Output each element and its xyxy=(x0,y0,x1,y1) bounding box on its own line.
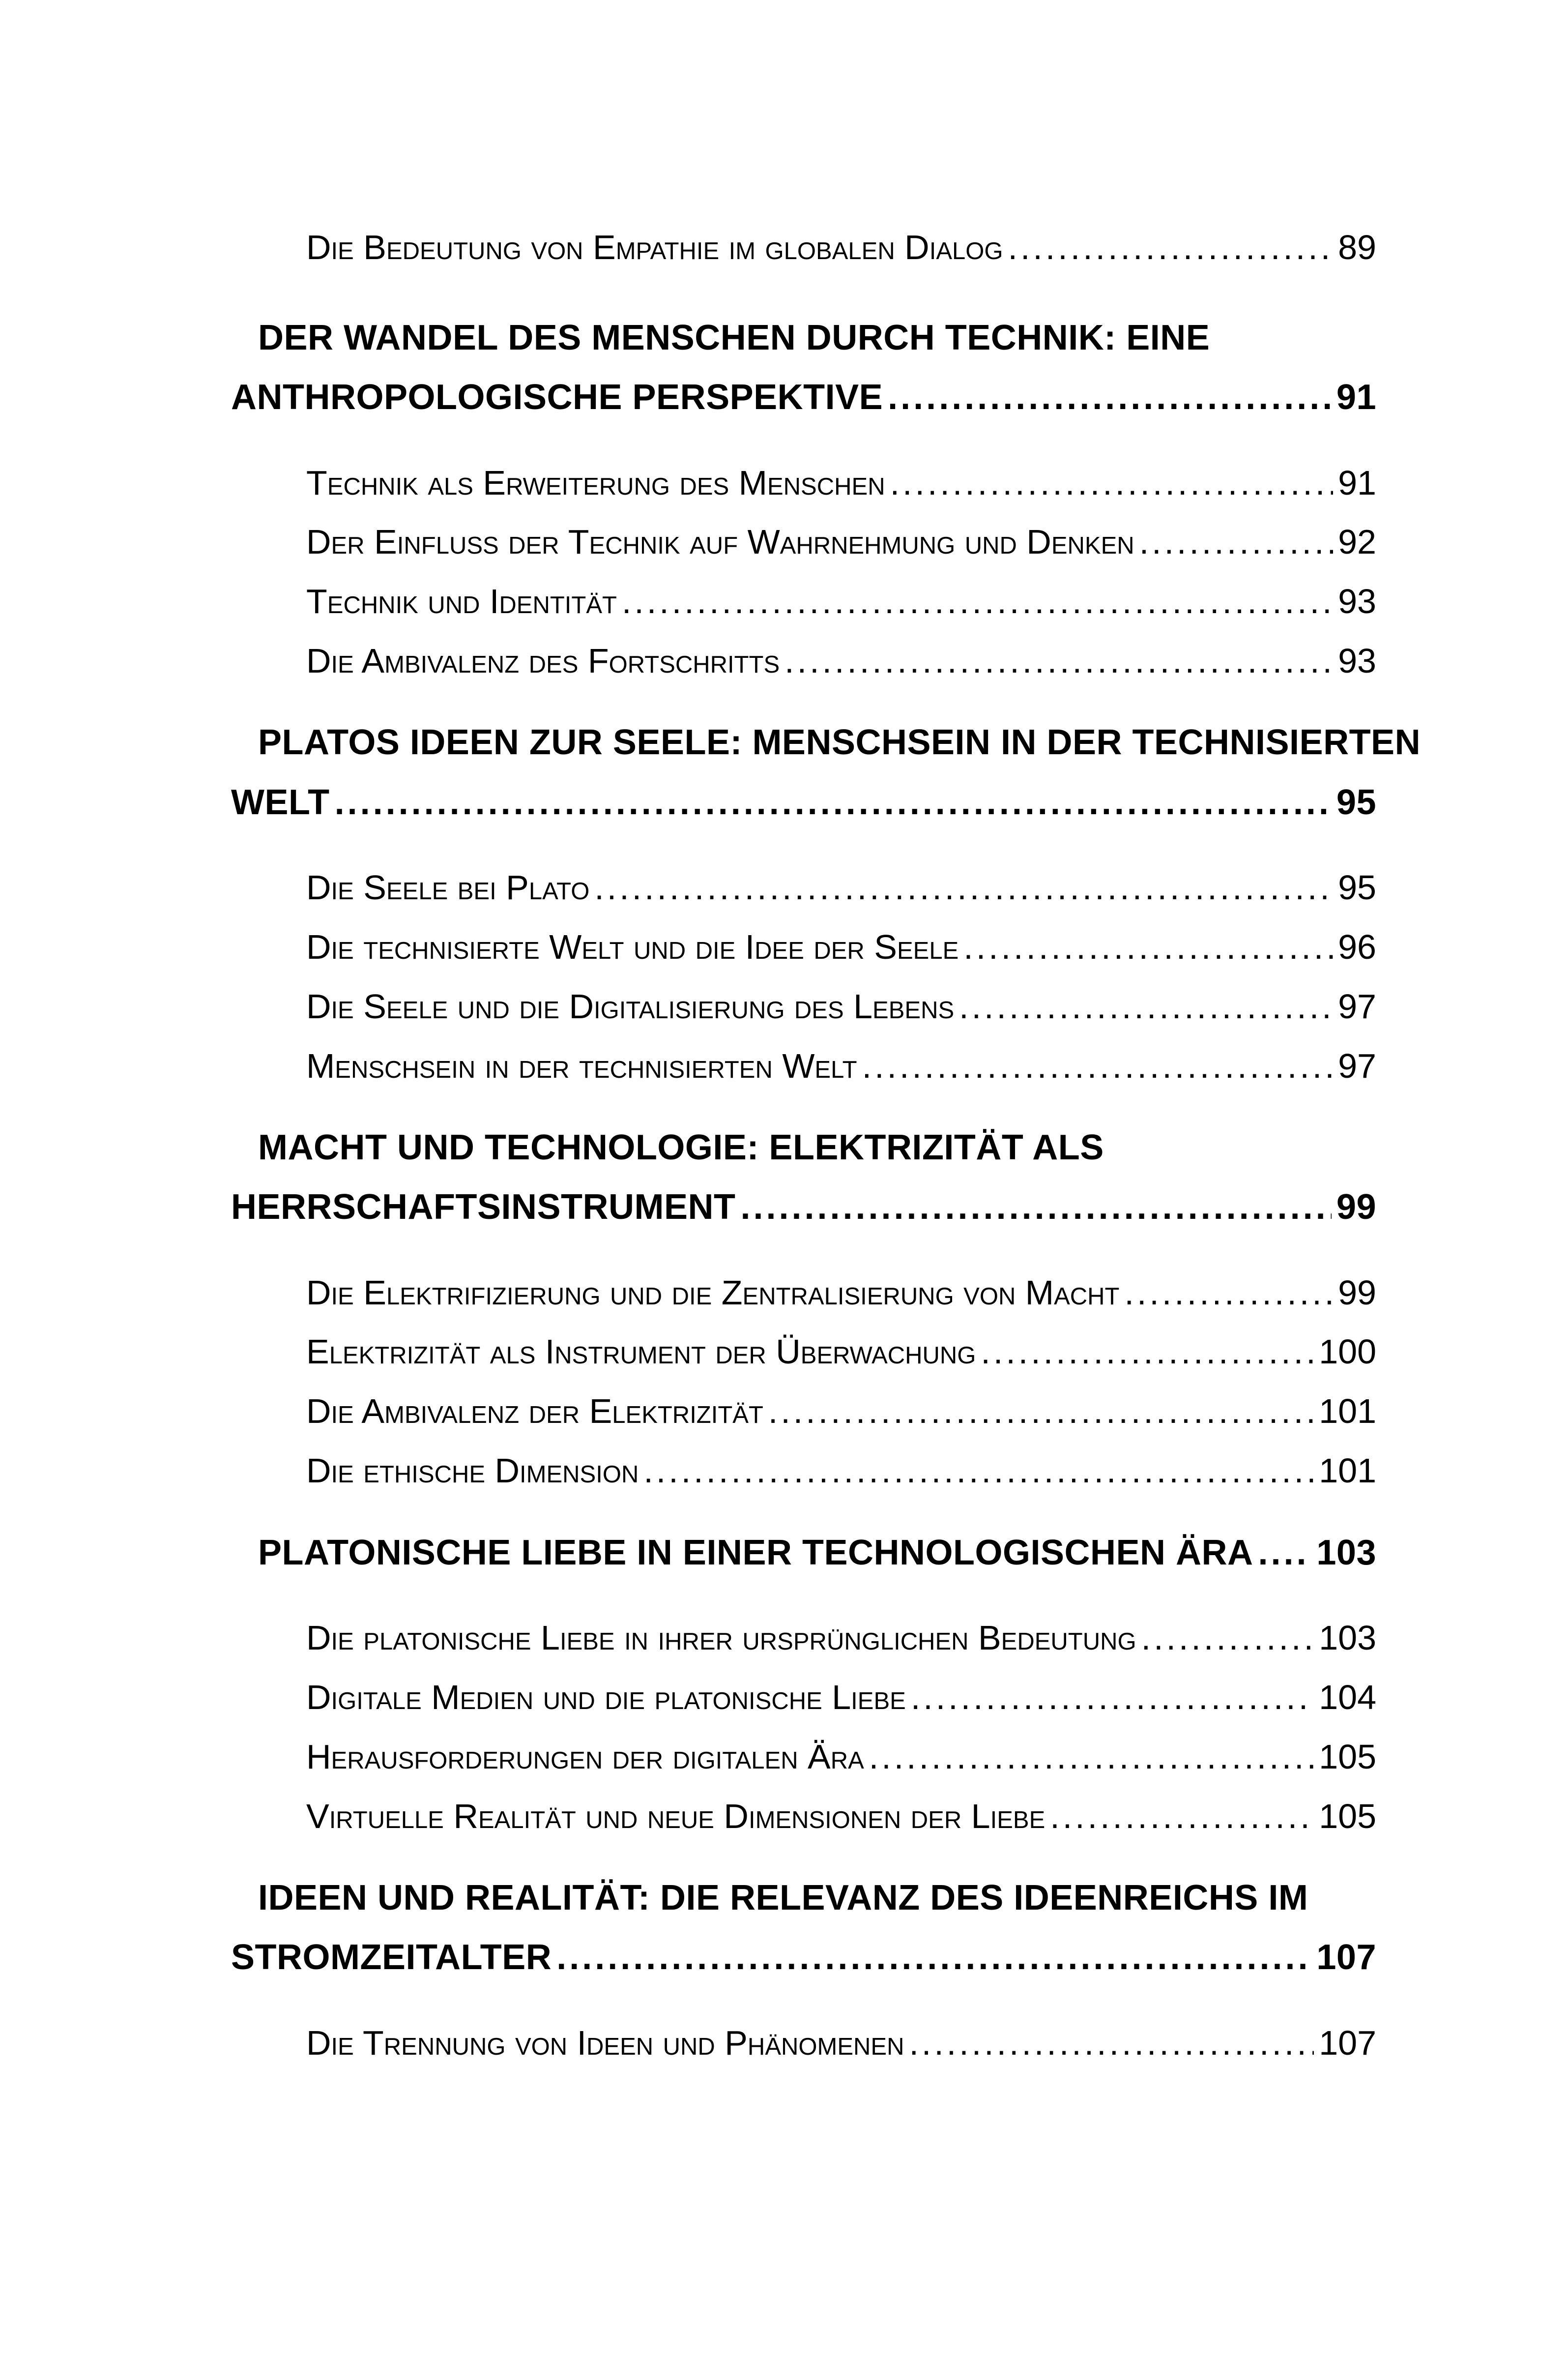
chapter-title-line1[interactable]: IDEEN UND REALITÄT: DIE RELEVANZ DES IDEENREICHS IM xyxy=(258,1878,1308,1918)
chapter-title-line2: STROMZEITALTER xyxy=(231,1938,552,1977)
dot-leader xyxy=(862,1049,1334,1083)
dot-leader xyxy=(911,1680,1314,1714)
toc-entry[interactable] xyxy=(306,1049,1376,1083)
toc-entry-title: Digitale Medien und die platonische Liebe xyxy=(306,1678,906,1716)
toc-entry[interactable] xyxy=(306,989,1376,1024)
dot-leader xyxy=(556,1940,1311,1975)
dot-leader xyxy=(981,1334,1314,1369)
chapter-entry[interactable] xyxy=(231,380,1376,415)
toc-entry-page: 104 xyxy=(1319,1678,1376,1716)
dot-leader xyxy=(888,380,1332,415)
toc-entry-title: Die Trennung von Ideen und Phänomenen xyxy=(306,2024,904,2062)
dot-leader xyxy=(643,1453,1314,1488)
chapter-page: 95 xyxy=(1336,783,1376,822)
toc-entry-title: Der Einfluss der Technik auf Wahrnehmung und Denken xyxy=(306,523,1134,561)
chapter-title-line2: ANTHROPOLOGISCHE PERSPEKTIVE xyxy=(231,378,883,417)
dot-leader xyxy=(1139,525,1333,559)
toc-entry-page: 96 xyxy=(1338,928,1376,966)
toc-entry-page: 91 xyxy=(1338,464,1376,502)
toc-entry-title: Die platonische Liebe in ihrer ursprünglichen Bedeutung xyxy=(306,1619,1136,1657)
toc-entry-page: 99 xyxy=(1338,1273,1376,1312)
toc-entry-page: 103 xyxy=(1319,1619,1376,1657)
toc-entry-page: 97 xyxy=(1338,987,1376,1026)
dot-leader xyxy=(335,785,1332,820)
chapter-entry[interactable] xyxy=(231,1940,1376,1975)
dot-leader xyxy=(768,1394,1314,1428)
dot-leader xyxy=(959,989,1333,1024)
toc-entry-title: Technik als Erweiterung des Menschen xyxy=(306,464,885,502)
toc-entry-title: Die Elektrifizierung und die Zentralisierung von Macht xyxy=(306,1273,1120,1312)
toc-entry-page: 93 xyxy=(1338,582,1376,620)
toc-entry-title: Virtuelle Realität und neue Dimensionen der Liebe xyxy=(306,1797,1045,1835)
toc-entry-page: 92 xyxy=(1338,523,1376,561)
toc-entry-title: Die Seele und die Digitalisierung des Lebens xyxy=(306,987,955,1026)
toc-entry[interactable] xyxy=(306,1453,1376,1488)
chapter-title-line1[interactable]: PLATOS IDEEN ZUR SEELE: MENSCHSEIN IN DER TECHNISIERTEN xyxy=(258,723,1421,762)
toc-entry[interactable] xyxy=(306,1740,1376,1774)
dot-leader xyxy=(784,644,1333,678)
dot-leader xyxy=(1050,1799,1314,1833)
chapter-title: PLATONISCHE LIEBE IN EINER TECHNOLOGISCHEN ÄRA xyxy=(258,1533,1253,1572)
chapter-page: 107 xyxy=(1316,1938,1376,1977)
toc-entry-page: 105 xyxy=(1319,1738,1376,1776)
dot-leader xyxy=(890,466,1334,500)
toc-entry-title: Die Ambivalenz der Elektrizität xyxy=(306,1392,763,1430)
toc-entry-title: Menschsein in der technisierten Welt xyxy=(306,1047,857,1085)
toc-entry-page: 107 xyxy=(1319,2024,1376,2062)
chapter-page: 91 xyxy=(1336,378,1376,417)
toc-entry-title: Die Ambivalenz des Fortschritts xyxy=(306,642,780,680)
toc-entry-title: Die ethische Dimension xyxy=(306,1451,639,1490)
toc-entry[interactable] xyxy=(306,230,1376,265)
chapter-entry[interactable] xyxy=(231,1189,1376,1225)
dot-leader xyxy=(594,870,1333,905)
toc-entry[interactable] xyxy=(306,870,1376,905)
toc-entry-page: 101 xyxy=(1319,1451,1376,1490)
chapter-entry[interactable] xyxy=(258,1535,1376,1570)
toc-entry-title: Elektrizität als Instrument der Überwachung xyxy=(306,1332,976,1371)
toc-entry-page: 95 xyxy=(1338,868,1376,907)
toc-entry[interactable] xyxy=(306,466,1376,500)
toc-entry-title: Die technisierte Welt und die Idee der Seele xyxy=(306,928,959,966)
toc-entry-page: 93 xyxy=(1338,642,1376,680)
dot-leader xyxy=(1141,1621,1314,1655)
toc-entry-title: Die Seele bei Plato xyxy=(306,868,590,907)
toc-entry[interactable] xyxy=(306,1394,1376,1428)
toc-entry-title: Die Bedeutung von Empathie im globalen Dialog xyxy=(306,228,1003,266)
dot-leader xyxy=(622,584,1333,619)
toc-entry[interactable] xyxy=(306,1799,1376,1833)
toc-entry[interactable] xyxy=(306,2026,1376,2060)
dot-leader xyxy=(740,1189,1331,1225)
dot-leader xyxy=(869,1740,1314,1774)
dot-leader xyxy=(1008,230,1334,265)
toc-entry-page: 105 xyxy=(1319,1797,1376,1835)
toc-entry-title: Technik und Identität xyxy=(306,582,617,620)
chapter-page: 99 xyxy=(1336,1187,1376,1227)
toc-entry-page: 100 xyxy=(1319,1332,1376,1371)
toc-entry[interactable] xyxy=(306,1621,1376,1655)
toc-entry-page: 101 xyxy=(1319,1392,1376,1430)
toc-entry[interactable] xyxy=(306,584,1376,619)
dot-leader xyxy=(963,930,1333,964)
toc-entry-page: 97 xyxy=(1338,1047,1376,1085)
toc-entry[interactable] xyxy=(306,1334,1376,1369)
dot-leader xyxy=(909,2026,1314,2060)
chapter-entry[interactable] xyxy=(231,785,1376,820)
toc-entry[interactable] xyxy=(306,1680,1376,1714)
toc-entry-title: Herausforderungen der digitalen Ära xyxy=(306,1738,864,1776)
dot-leader xyxy=(1258,1535,1311,1570)
chapter-title-line1[interactable]: MACHT UND TECHNOLOGIE: ELEKTRIZITÄT ALS xyxy=(258,1128,1104,1167)
toc-entry[interactable] xyxy=(306,525,1376,559)
toc-entry[interactable] xyxy=(306,930,1376,964)
chapter-title-line1[interactable]: DER WANDEL DES MENSCHEN DURCH TECHNIK: EINE xyxy=(258,318,1210,357)
toc-entry[interactable] xyxy=(306,644,1376,678)
dot-leader xyxy=(1125,1275,1334,1310)
chapter-title-line2: HERRSCHAFTSINSTRUMENT xyxy=(231,1187,736,1227)
toc-entry-page: 89 xyxy=(1338,228,1376,266)
chapter-title-line2: WELT xyxy=(231,783,330,822)
toc-entry[interactable] xyxy=(306,1275,1376,1310)
chapter-page: 103 xyxy=(1316,1533,1376,1572)
